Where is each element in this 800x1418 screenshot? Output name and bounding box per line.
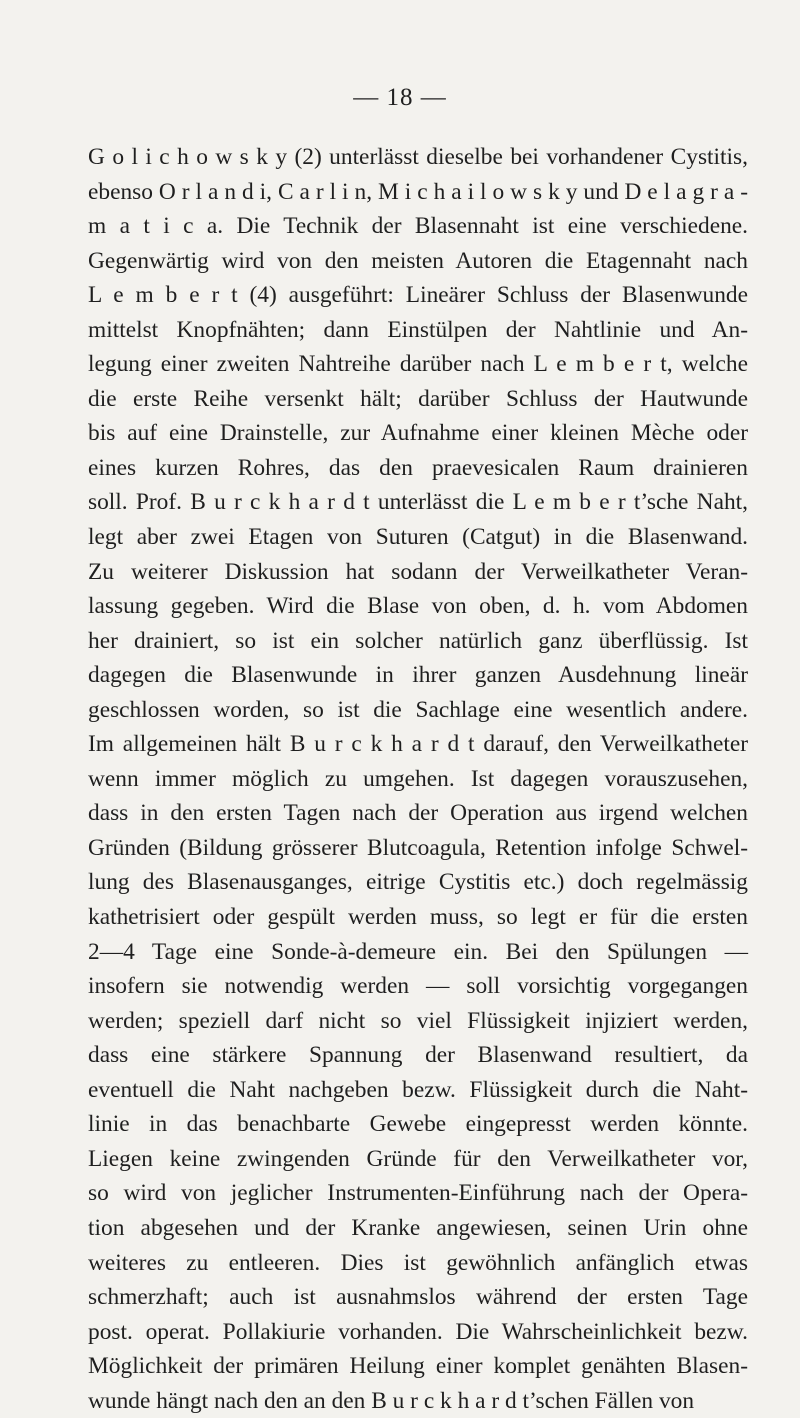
text-line: kathetrisiert oder gespült werden muss, so legt er für die ersten — [88, 904, 748, 931]
text-line: legung einer zweiten Nahtreihe darüber nach L e m b e r t, welche — [88, 351, 748, 378]
text-line: eventuell die Naht nachgeben bezw. Flüssigkeit durch die Naht- — [88, 1076, 748, 1103]
text-line: dass eine stärkere Spannung der Blasenwand resultiert, da — [88, 1042, 748, 1069]
text-line: Zu weiterer Diskussion hat sodann der Verweilkatheter Veran- — [88, 558, 748, 585]
text-line: m a t i c a. Die Technik der Blasennaht ist eine verschiedene. — [88, 213, 748, 240]
text-line: 2—4 Tage eine Sonde-à-demeure ein. Bei den Spülungen — — [88, 938, 748, 965]
body-text — [88, 140, 748, 1418]
text-line: eines kurzen Rohres, das den praevesicalen Raum drainieren — [88, 454, 748, 481]
text-line: soll. Prof. B u r c k h a r d t unterlässt die L e m b e r t’sche Naht, — [88, 489, 748, 516]
text-line: Im allgemeinen hält B u r c k h a r d t darauf, den Verweilkatheter — [88, 731, 748, 758]
text-line: bis auf eine Drainstelle, zur Aufnahme einer kleinen Mèche oder — [88, 420, 748, 447]
text-line: Gegenwärtig wird von den meisten Autoren die Etagennaht nach — [88, 247, 748, 274]
text-line: weiteres zu entleeren. Dies ist gewöhnlich anfänglich etwas — [88, 1249, 748, 1276]
text-line: G o l i c h o w s k y (2) unterlässt dieselbe bei vorhandener Cystitis, — [88, 144, 748, 170]
text-line: so wird von jeglicher Instrumenten-Einführung nach der Opera- — [88, 1180, 748, 1207]
text-line: insofern sie notwendig werden — soll vorsichtig vorgegangen — [88, 973, 748, 1000]
text-line: lassung gegeben. Wird die Blase von oben, d. h. vom Abdomen — [88, 593, 748, 620]
text-line: mittelst Knopfnähten; dann Einstülpen der Nahtlinie und An- — [88, 316, 748, 343]
text-line: her drainiert, so ist ein solcher natürlich ganz überflüssig. Ist — [88, 627, 748, 654]
text-line: Gründen (Bildung grösserer Blutcoagula, Retention infolge Schwel- — [88, 834, 748, 861]
text-line: L e m b e r t (4) ausgeführt: Lineärer Schluss der Blasenwunde — [88, 282, 748, 309]
text-line: wunde hängt nach den an den B u r c k h a r d t’schen Fällen von — [88, 1387, 695, 1414]
page-number: — 18 — — [353, 84, 447, 111]
text-line: dagegen die Blasenwunde in ihrer ganzen Ausdehnung lineär — [88, 662, 748, 689]
text-line: tion abgesehen und der Kranke angewiesen, seinen Urin ohne — [88, 1214, 748, 1241]
text-line: wenn immer möglich zu umgehen. Ist dagegen vorauszusehen, — [88, 765, 748, 792]
text-line: ebenso O r l a n d i, C a r l i n, M i c h a i l o w s k y und D e l a g r a - — [88, 178, 748, 205]
text-line: post. operat. Pollakiurie vorhanden. Die Wahrscheinlichkeit bezw. — [88, 1318, 748, 1345]
text-line: geschlossen worden, so ist die Sachlage eine wesentlich andere. — [88, 696, 748, 723]
text-line: legt aber zwei Etagen von Suturen (Catgut) in die Blasenwand. — [88, 524, 748, 551]
text-line: dass in den ersten Tagen nach der Operation aus irgend welchen — [88, 800, 748, 827]
text-line: lung des Blasenausganges, eitrige Cystitis etc.) doch regelmässig — [88, 869, 748, 896]
text-line: linie in das benachbarte Gewebe eingepresst werden könnte. — [88, 1111, 748, 1138]
text-line: Liegen keine zwingenden Gründe für den Verweilkatheter vor, — [88, 1145, 748, 1172]
text-line: Möglichkeit der primären Heilung einer komplet genähten Blasen- — [88, 1353, 748, 1380]
text-line: werden; speziell darf nicht so viel Flüssigkeit injiziert werden, — [88, 1007, 748, 1034]
text-line: schmerzhaft; auch ist ausnahmslos während der ersten Tage — [88, 1284, 748, 1311]
text-line: die erste Reihe versenkt hält; darüber Schluss der Hautwunde — [88, 385, 748, 412]
